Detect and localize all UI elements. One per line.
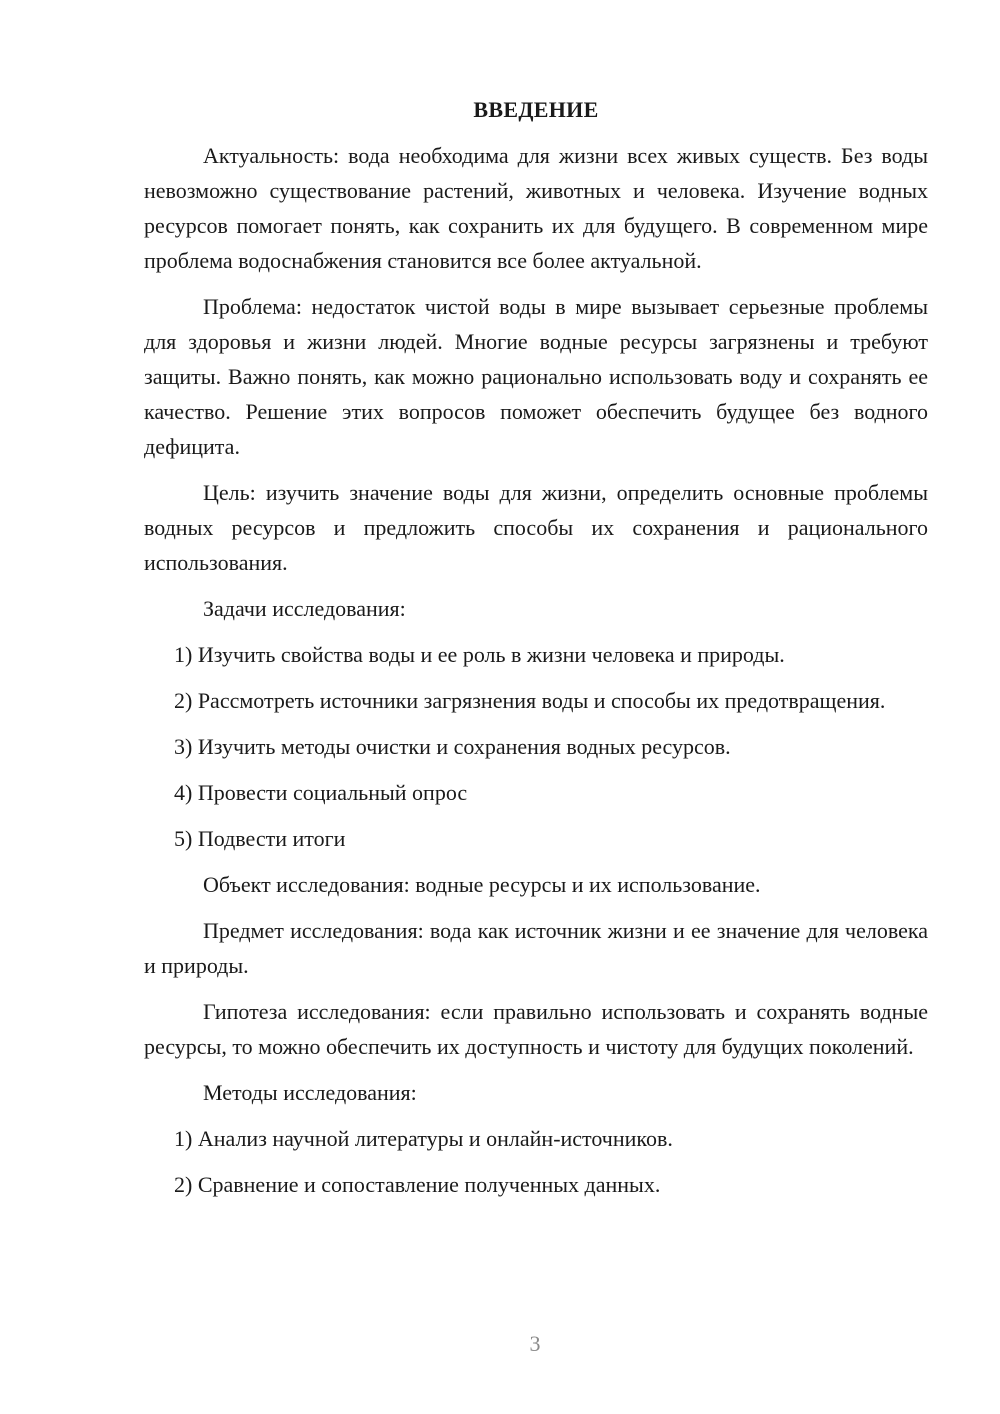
section-title: ВВЕДЕНИЕ	[473, 97, 599, 122]
method-item: 2) Сравнение и сопоставление полученных данных.	[174, 1172, 661, 1197]
task-item: 3) Изучить методы очистки и сохранения водных ресурсов.	[174, 734, 731, 759]
task-item: 2) Рассмотреть источники загрязнения воды и способы их предотвращения.	[174, 688, 886, 713]
problem-paragraph: Проблема: недостаток чистой воды в мире вызывает серьезные проблемы для здоровья и жизни людей. Многие водные ресурсы загрязнены и требуют защиты. Важно понять, как можно рационально использовать воду и сохранять ее качество. Решение этих вопросов поможет обеспечить будущее без водного дефицита.	[144, 294, 928, 459]
method-item: 1) Анализ научной литературы и онлайн-источников.	[174, 1126, 673, 1151]
task-item: 4) Провести социальный опрос	[174, 780, 468, 805]
methods-heading: Методы исследования:	[203, 1080, 417, 1105]
subject-paragraph: Предмет исследования: вода как источник жизни и ее значение для человека и природы.	[144, 918, 928, 978]
task-item: 5) Подвести итоги	[174, 826, 346, 851]
object-paragraph: Объект исследования: водные ресурсы и их использование.	[203, 872, 761, 897]
tasks-heading: Задачи исследования:	[203, 596, 406, 621]
page-number: 3	[529, 1331, 541, 1356]
relevance-paragraph: Актуальность: вода необходима для жизни всех живых существ. Без воды невозможно существование растений, животных и человека. Изучение водных ресурсов помогает понять, как сохранить их для будущего. В современном мире проблема водоснабжения становится все более актуальной.	[144, 143, 928, 273]
hypothesis-paragraph: Гипотеза исследования: если правильно использовать и сохранять водные ресурсы, то можно обеспечить их доступность и чистоту для будущих поколений.	[144, 999, 928, 1059]
page-content	[144, 92, 928, 1213]
task-item: 1) Изучить свойства воды и ее роль в жизни человека и природы.	[174, 642, 785, 667]
goal-paragraph: Цель: изучить значение воды для жизни, определить основные проблемы водных ресурсов и предложить способы их сохранения и рационального использования.	[144, 480, 928, 575]
